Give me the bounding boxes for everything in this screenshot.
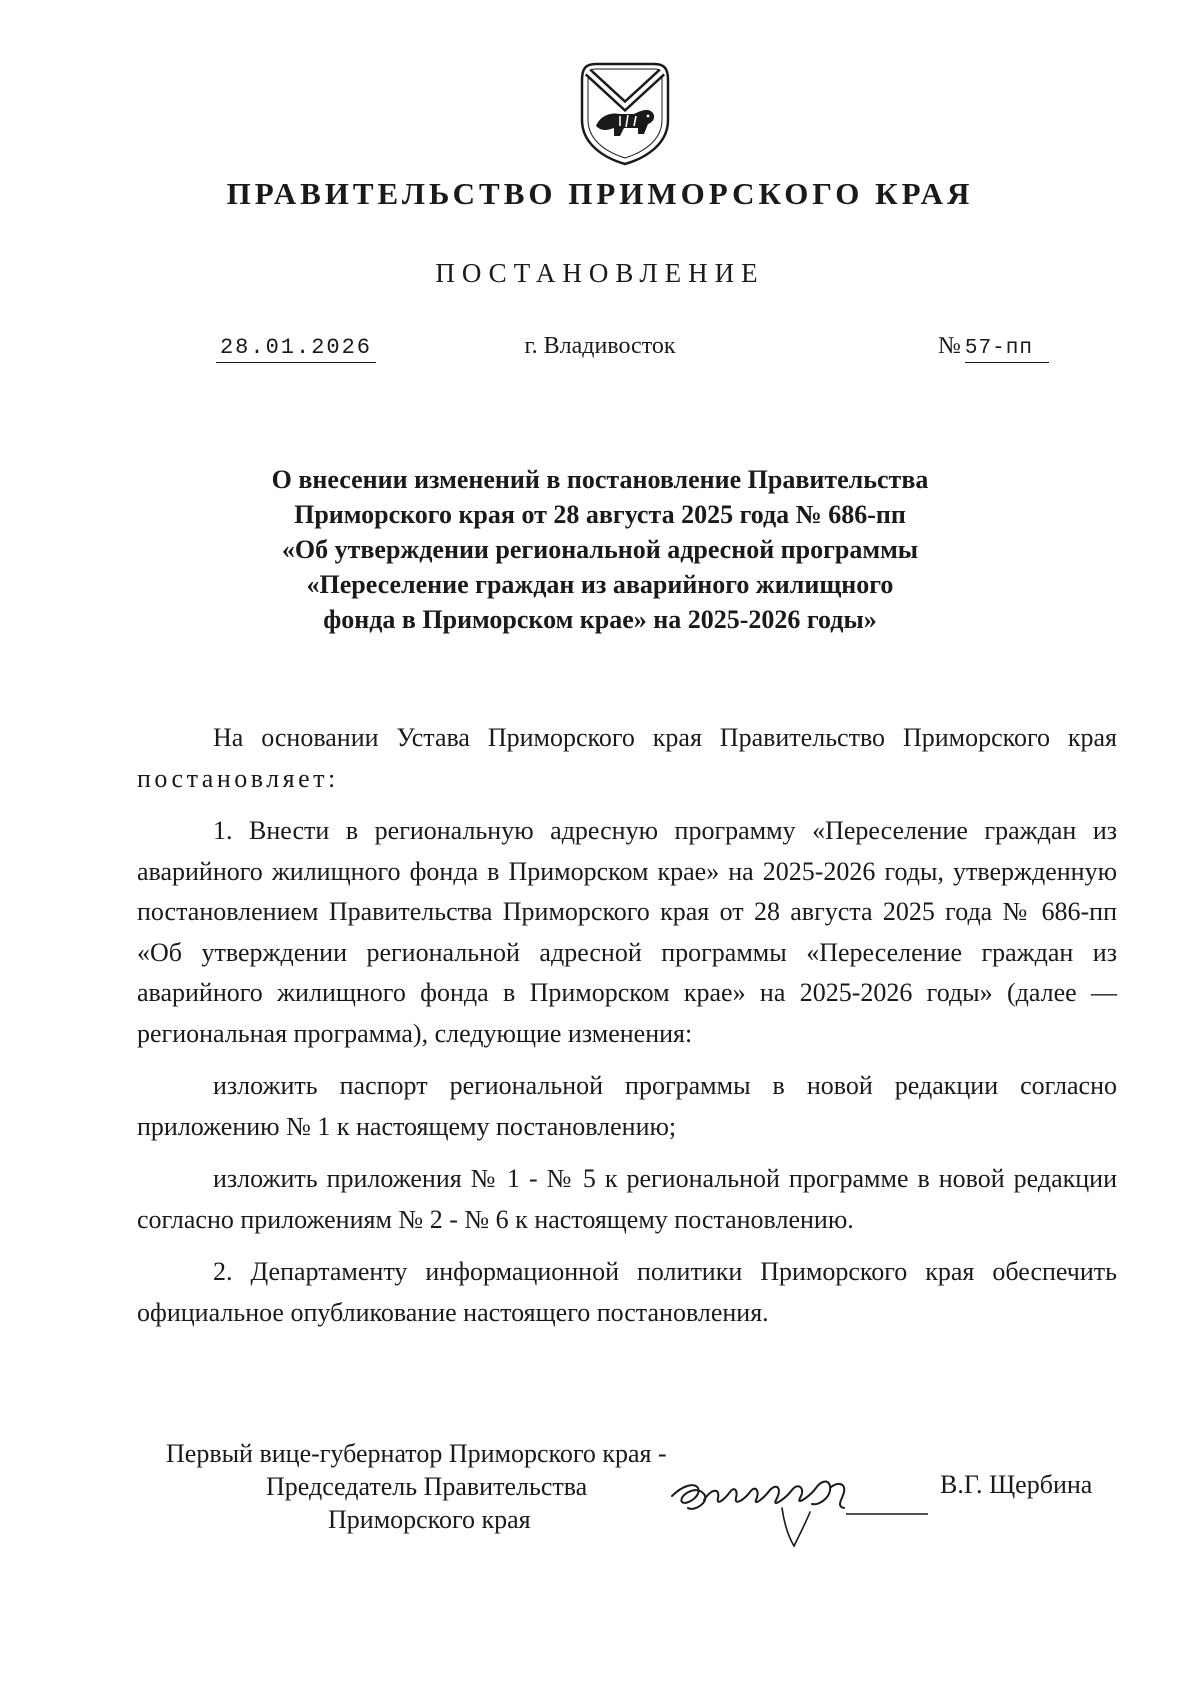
- number-sign: №: [938, 333, 961, 359]
- signatory-position: [166, 1437, 667, 1536]
- organization-title: ПРАВИТЕЛЬСТВО ПРИМОРСКОГО КРАЯ: [226, 176, 974, 211]
- document-body: [137, 718, 1117, 1333]
- subject-line: Приморского края от 28 августа 2025 года № 686-пп: [294, 500, 906, 529]
- item-1-paragraph: 1. Внести в региональную адресную программу «Переселение граждан из аварийного жилищного фонда в Приморском крае» на 2025-2026 годы, утвержденную постановлением Правительства Приморского края от 28 августа 2025 года № 686-пп «Об утверждении региональной адресной программы «Переселение граждан из аварийного жилищного фонда в Приморском крае» на 2025-2026 годы» (далее — региональная программа), следующие изменения:: [137, 816, 1117, 1048]
- item-1-subpoint-appendices: изложить приложения № 1 - № 5 к региональной программе в новой редакции согласно приложениям № 2 - № 6 к настоящему постановлению.: [137, 1164, 1117, 1234]
- coat-of-arms-icon: [574, 58, 676, 168]
- item-1-subpoint-passport: изложить паспорт региональной программы в новой редакции согласно приложению № 1 к настоящему постановлению;: [137, 1071, 1117, 1141]
- document-number: [938, 333, 1049, 363]
- subject-line: «Переселение граждан из аварийного жилищного: [306, 570, 894, 599]
- signatory-name: В.Г. Щербина: [940, 1470, 1093, 1499]
- document-subject: [0, 462, 1200, 637]
- subject-line: «Об утверждении региональной адресной программы: [281, 535, 919, 564]
- document-city: г. Владивосток: [524, 333, 676, 359]
- handwritten-signature-icon: [660, 1448, 930, 1558]
- position-line: Приморского края: [328, 1505, 531, 1534]
- document-type: ПОСТАНОВЛЕНИЕ: [435, 258, 765, 288]
- intro-text: На основании Устава Приморского края Правительство Приморского края: [213, 723, 1117, 752]
- intro-paragraph: [137, 718, 1117, 799]
- number-value: 57-пп: [965, 337, 1049, 363]
- resolves-word: постановляет:: [137, 763, 339, 793]
- subject-line: О внесении изменений в постановление Правительства: [271, 465, 929, 494]
- subject-line: фонда в Приморском крае» на 2025-2026 годы»: [323, 605, 877, 634]
- document-date: 28.01.2026: [216, 335, 376, 363]
- position-line: Председатель Правительства: [266, 1472, 588, 1501]
- position-line: Первый вице-губернатор Приморского края -: [166, 1439, 667, 1468]
- item-2-paragraph: 2. Департаменту информационной политики Приморского края обеспечить официальное опубликование настоящего постановления.: [137, 1257, 1117, 1327]
